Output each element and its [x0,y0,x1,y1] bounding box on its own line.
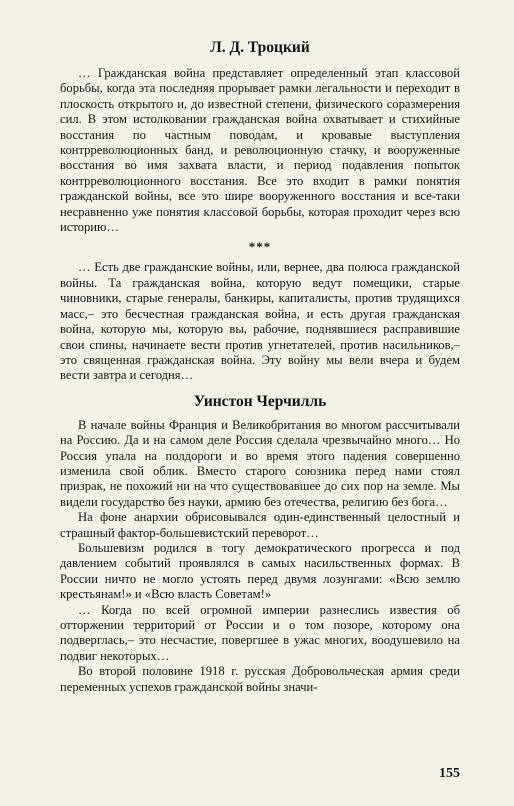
section-separator: *** [248,239,272,255]
page-number: 155 [439,766,460,781]
paragraph: … Гражданская война представляет определенный этап классовой борьбы, когда эта последняя прорывает рамки легальности и переходит в плоскость открытого и, до известной степени, физического соразмерения сил. В этом истолковании гражданская война охватывает и стихийные восстания по частным поводам, и кровавые выступления контрреволюционных банд, и революционную стачку, и вооруженные восстания во имя захвата власти, и период подавления попыток контрреволюционного восстания. Все это входит в рамки понятия гражданской войны, все это шире вооруженного восстания и все-таки несравненно уже понятия классовой борьбы, которая проходит через всю историю… [60,66,460,235]
paragraph: Во второй половине 1918 г. русская Добровольческая армия среди переменных успехов гражданской войны значи- [60,664,460,694]
paragraph: На фоне анархии обрисовывался один-единственный целостный и страшный фактор-большевистский переворот… [60,510,460,540]
author-heading-churchill: Уинстон Черчилль [193,392,327,410]
paragraph: … Есть две гражданские войны, или, вернее, два полюса гражданской войны. Та гражданская война, которую ведут помещики, старые чиновники, старые генералы, банкиры, капиталисты, против трудящихся масс,– это бесчестная гражданская война, и есть другая гражданская война, которую мы, которую вы, рабочие, поднявшиеся расправившие свои спины, начинаете вести против угнетателей, против насильников,– это священная гражданская война. Эту войну мы вели вчера и будем вести завтра и сегодня… [60,260,460,383]
paragraph: Большевизм родился в тогу демократического прогресса и под давлением событий проявлялся в самых насильственных формах. В России ничто не могло устоять перед двумя лозунгами: «Всю землю крестьянам!» и «Всю власть Советам!» [60,540,460,602]
paragraph: В начале войны Франция и Великобритания во многом рассчитывали на Россию. Да и на самом деле Россия сделала чрезвычайно много… Но Россия упала на полдороги и во время этого падения совершенно изменила свой облик. Вместо старого союзника перед нами стоял призрак, не похожий ни на что существовавшее до сих пор на земле. Мы видели государство без науки, армию без отечества, религию без бога… [60,417,460,509]
paragraph: … Когда по всей огромной империи разнеслись известия об отторжении территорий от России и о том позоре, которому она подверглась,– это несчастие, повергшее в ужас многих, воодушевило на подвиг некоторых… [60,602,460,663]
author-heading-trotsky: Л. Д. Троцкий [210,39,310,56]
